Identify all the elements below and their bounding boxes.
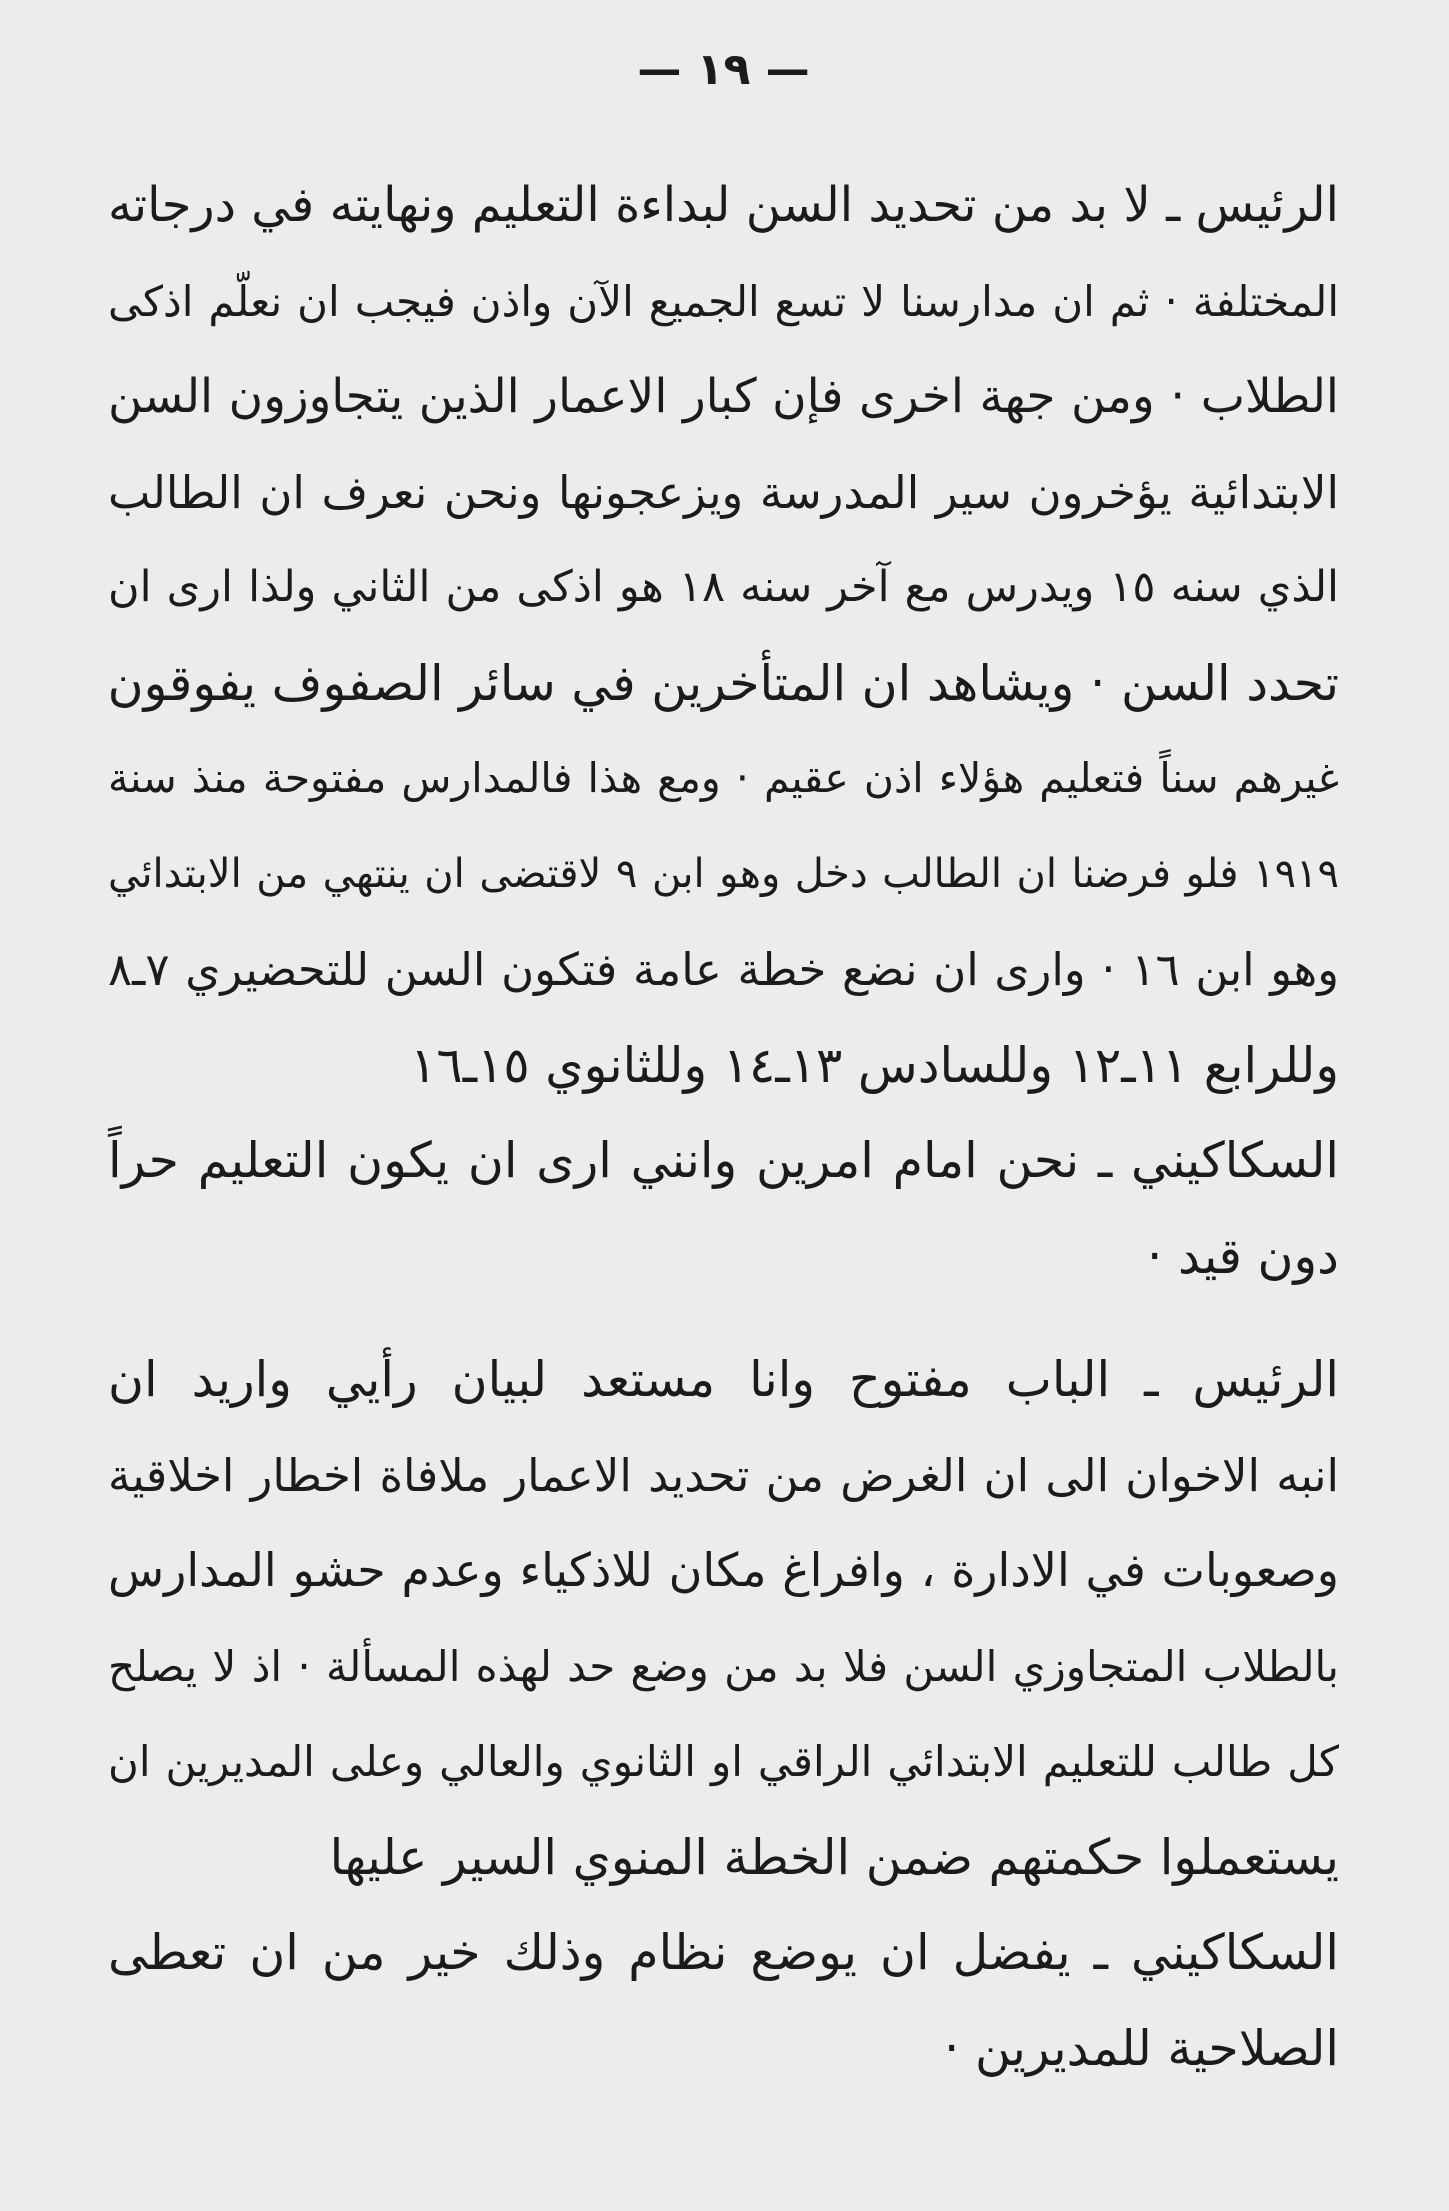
text-line: السكاكيني ـ نحن امام امرين وانني ارى ان يكون التعليم حراً <box>108 1132 1339 1189</box>
text-line: بالطلاب المتجاوزي السن فلا بد من وضع حد لهذه المسألة · اذ لا يصلح <box>108 1641 1339 1691</box>
paragraph-president-1 <box>108 158 1339 1113</box>
text-line: وهو ابن ١٦ · وارى ان نضع خطة عامة فتكون السن للتحضيري ٧ـ٨ <box>108 943 1339 996</box>
text-line: الطلاب · ومن جهة اخرى فإن كبار الاعمار الذين يتجاوزون السن <box>108 369 1339 424</box>
text-line: وللرابع ١١ـ١٢ وللسادس ١٣ـ١٤ وللثانوي ١٥ـ١٦ <box>410 1036 1339 1094</box>
text-line: وصعوبات في الادارة ، وافراغ مكان للاذكياء وعدم حشو المدارس <box>108 1543 1339 1597</box>
text-line: يستعملوا حكمتهم ضمن الخطة المنوي السير عليها <box>329 1828 1339 1886</box>
text-line: كل طالب للتعليم الابتدائي الراقي او الثانوي والعالي وعلى المديرين ان <box>108 1737 1339 1786</box>
text-line: السكاكيني ـ يفضل ان يوضع نظام وذلك خير من ان تعطى <box>108 1924 1339 1981</box>
text-line: انبه الاخوان الى ان الغرض من تحديد الاعمار ملافاة اخطار اخلاقية <box>108 1448 1339 1502</box>
text-line: الرئيس ـ لا بد من تحديد السن لبداءة التعليم ونهايته في درجاته <box>108 177 1339 233</box>
text-line: غيرهم سناً فتعليم هؤلاء اذن عقيم · ومع هذا فالمدارس مفتوحة منذ سنة <box>108 754 1339 802</box>
text-line: الذي سنه ١٥ ويدرس مع آخر سنه ١٨ هو اذكى من الثاني ولذا ارى ان <box>108 562 1340 612</box>
text-line: دون قيد · <box>1146 1227 1339 1285</box>
text-line: الابتدائية يؤخرون سير المدرسة ويزعجونها ونحن نعرف ان الطالب <box>108 465 1339 519</box>
paragraph-president-2 <box>108 1332 1339 1905</box>
paragraph-sakakini-1 <box>108 1113 1339 1304</box>
paragraph-sakakini-2 <box>108 1905 1339 2096</box>
text-line: تحدد السن · ويشاهد ان المتأخرين في سائر الصفوف يفوقون <box>107 654 1339 712</box>
text-line: الرئيس ـ الباب مفتوح وانا مستعد لبيان رأيي واريد ان <box>108 1351 1339 1408</box>
paragraph-gap <box>108 1304 1339 1332</box>
text-line: ١٩١٩ فلو فرضنا ان الطالب دخل وهو ابن ٩ لاقتضى ان ينتهي من الابتدائي <box>108 850 1340 897</box>
text-line: الصلاحية للمديرين · <box>943 2019 1339 2077</box>
page-number: — ١٩ — <box>637 44 810 95</box>
text-line: المختلفة · ثم ان مدارسنا لا تسع الجميع الآن واذن فيجب ان نعلّم اذكى <box>108 276 1339 326</box>
